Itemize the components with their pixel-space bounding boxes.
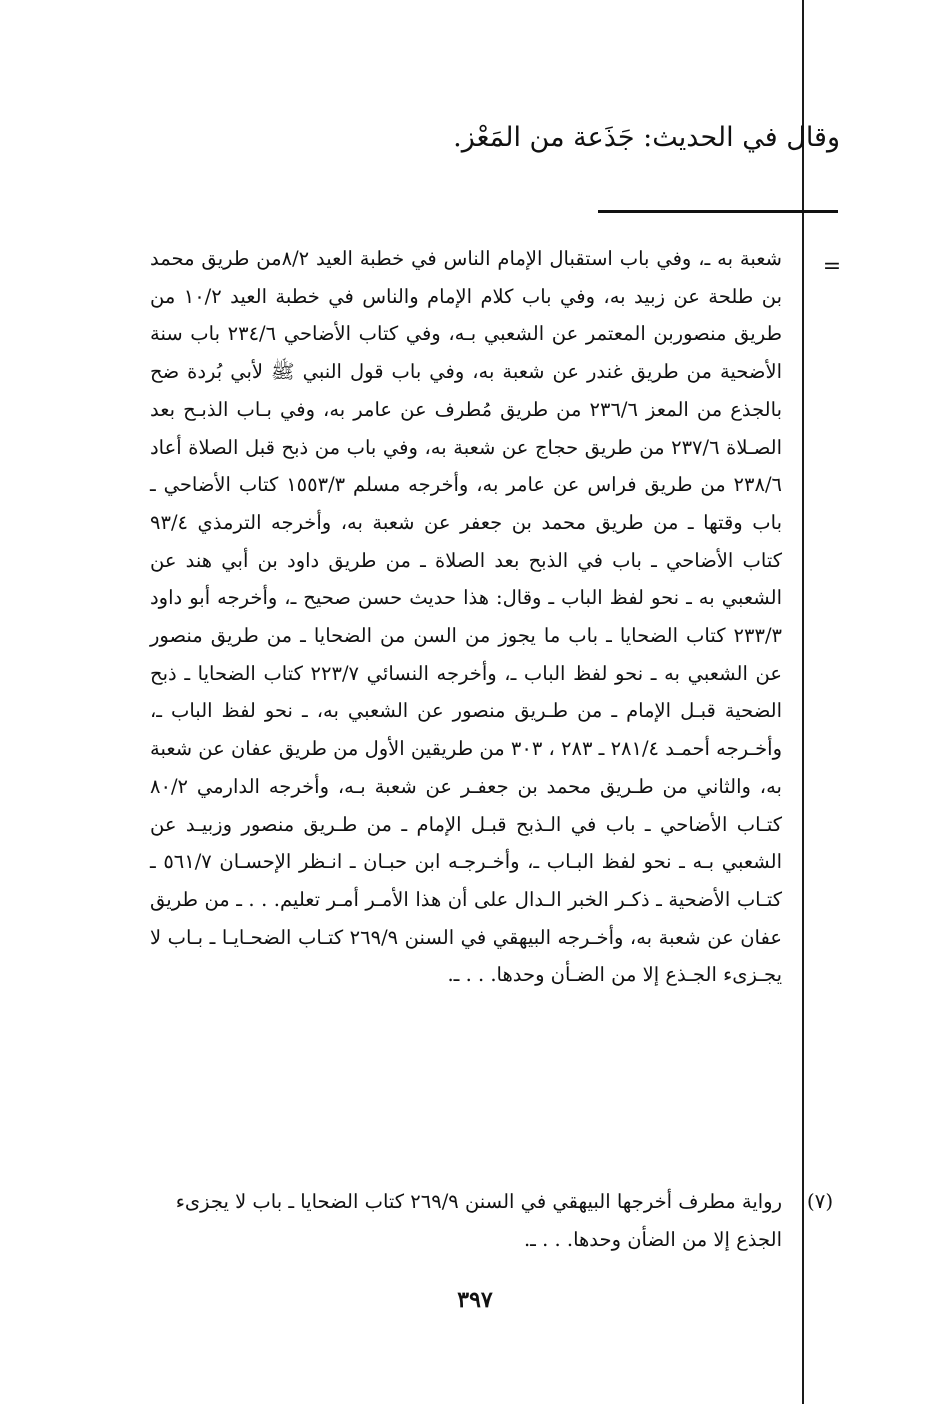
footnote-7-label: (٧) (806, 1189, 834, 1213)
continuation-mark: = (822, 254, 842, 279)
main-text: وقال في الحديث: جَذَعة من المَعْز. (453, 122, 840, 153)
footnote-7-text: رواية مطرف أخرجها البيهقي في السنن ٢٦٩/٩ كتاب الضحايا ـ باب لا يجزىء الجذع إلا من الضأن وحدها. . . ـ. (175, 1190, 782, 1251)
footnote-continuation: شعبة به ـ، وفي باب استقبال الإمام الناس في خطبة العيد ٨/٢من طريق محمد بن طلحة عن زبيد به، وفي باب كلام الإمام والناس في خطبة العيد ١٠/٢ من طريق منصوربن المعتمر عن الشعبي بـه، وفي كتاب الأضاحي ٢٣٤/٦ باب سنة الأضحية من طريق غندر عن شعبة به، وفي باب قول النبي ﷺ لأبي بُردة ضح بالجذع من المعز ٢٣٦/٦ من طريق مُطرف عن عامر به، وفي بـاب الذبـح بعد الصـلاة ٢٣٧/٦ من طريق حجاج عن شعبة به، وفي باب من ذبح قبل الصلاة أعاد ٢٣٨/٦ من طريق فراس عن عامر به، وأخرجه مسلم ١٥٥٣/٣ كتاب الأضاحي ـ باب وقتها ـ من طريق محمد بن جعفر عن شعبة به، وأخرجه الترمذي ٩٣/٤ كتاب الأضاحي ـ باب في الذبح بعد الصلاة ـ من طريق داود بن أبي هند عن الشعبي به ـ نحو لفظ الباب ـ وقال: هذا حديث حسن صحيح ـ، وأخرجه أبو داود ٢٣٣/٣ كتاب الضحايا ـ باب ما يجوز من السن من الضحايا ـ من طريق منصور عن الشعبي به ـ نحو لفظ الباب ـ، وأخرجه النسائي ٢٢٣/٧ كتاب الضحايا ـ ذبح الضحية قبـل الإمام ـ من طـريق منصور عن الشعبي به، ـ نحو لفظ الباب ـ، وأخـرجه أحمـد ٢٨١/٤ ـ ٢٨٣ ، ٣٠٣ من طريقين الأول من طريق عفان عن شعبة به، والثاني من طـريق محمد بن جعفـر عن شعبة بـه، وأخرجه الدارمي ٨٠/٢ كتـاب الأضاحي ـ باب في الـذبح قبـل الإمام ـ من طـريق منصور وزبيـد عن الشعبي بـه ـ نحو لفظ البـاب ـ، وأخـرجـه ابن حبـان ـ انـظر الإحسـان ٥٦١/٧ ـ كتـاب الأضحية ـ ذكـر الخبر الـدال على أن هذا الأمـر أمـر تعليم. . . ـ من طريق عفان عن شعبة به، وأخـرجه البيهقي في السنن ٢٦٩/٩ كتـاب الضحـايـا ـ بـاب لا يجـزىء الجـذع إلا من الضـأن وحدها. . . ـ. (150, 247, 782, 987)
page-number: ٣٩٧ (457, 1287, 493, 1313)
footnote-separator (598, 210, 838, 213)
